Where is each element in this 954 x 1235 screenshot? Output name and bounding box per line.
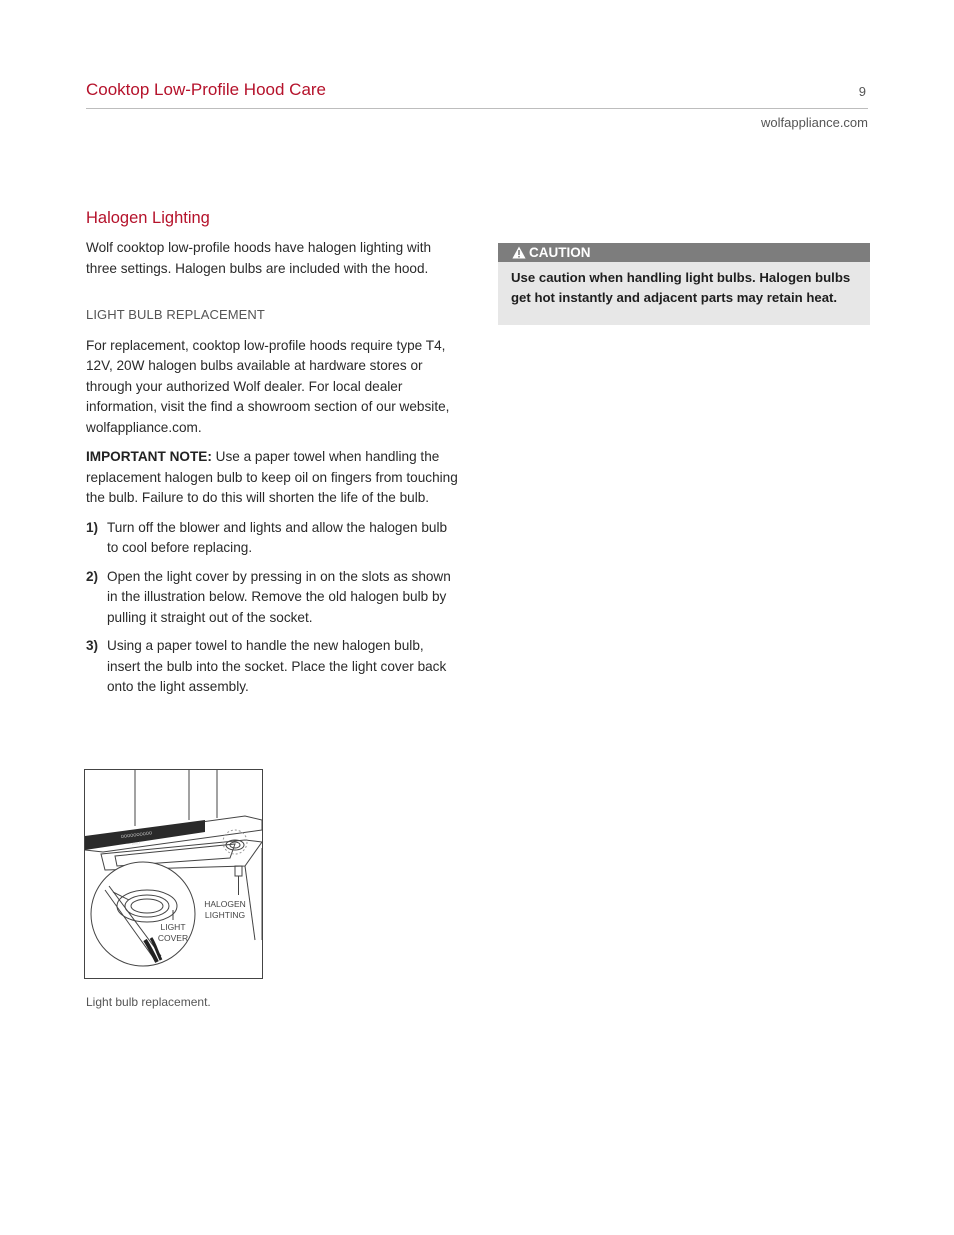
caution-label: CAUTION <box>529 245 591 260</box>
panel-buttons-text: OOOOOOOOOO <box>120 830 153 839</box>
light-cover-label-line1: LIGHT <box>160 922 186 932</box>
panel-brand-text: WOLF <box>131 840 141 846</box>
note-text: Use a paper towel when handling the replacement halogen bulb to keep oil on fingers from touching the bulb. Failure to do this will shorten the life of the bulb. <box>86 449 458 505</box>
steps-list <box>86 518 460 698</box>
light-cover-label-line2: COVER <box>157 933 189 943</box>
caution-box <box>498 243 870 325</box>
note-label: IMPORTANT NOTE: <box>86 449 212 464</box>
caution-header <box>498 243 870 262</box>
replacement-paragraph: For replacement, cooktop low-profile hoods require type T4, 12V, 20W halogen bulbs available at hardware stores or through your authorized Wolf dealer. For local dealer information, visit the find a showroom section of our website, wolfappliance.com. <box>86 337 450 435</box>
figure-caption: Light bulb replacement. <box>86 995 211 1009</box>
section-heading: Halogen Lighting <box>86 209 210 227</box>
subheading: LIGHT BULB REPLACEMENT <box>86 307 265 322</box>
hood-drawing <box>85 770 262 978</box>
step-text: Using a paper towel to handle the new halogen bulb, insert the bulb into the socket. Place the light cover back onto the light assembly. <box>107 638 447 694</box>
list-item <box>86 518 460 559</box>
step-text: Open the light cover by pressing in on the slots as shown in the illustration below. Remove the old halogen bulb by pulling it straight out of the socket. <box>107 568 451 625</box>
intro-paragraph: Wolf cooktop low-profile hoods have halogen lighting with three settings. Halogen bulbs are included with the hood. <box>86 240 432 276</box>
page-header-title: Cooktop Low-Profile Hood Care <box>86 80 327 99</box>
step-text: Turn off the blower and lights and allow the halogen bulb to cool before replacing. <box>107 519 448 555</box>
list-item <box>86 636 460 698</box>
magnified-detail <box>91 862 195 966</box>
page-number: 9 <box>858 84 866 99</box>
main-column <box>86 207 460 706</box>
halogen-lighting-label-line2: LIGHTING <box>204 910 246 920</box>
header-divider <box>86 108 868 109</box>
warning-triangle-icon <box>512 246 526 259</box>
step-number: 1) <box>86 519 99 535</box>
caution-text: Use caution when handling light bulbs. Halogen bulbs get hot instantly and adjacent parts may retain heat. <box>511 270 851 305</box>
website-url: wolfappliance.com <box>761 115 868 130</box>
light-bulb-illustration <box>84 769 263 979</box>
important-note <box>86 447 460 509</box>
halogen-lighting-label-line1: HALOGEN <box>204 899 246 909</box>
list-item <box>86 567 460 629</box>
step-number: 3) <box>86 638 99 653</box>
step-number: 2) <box>86 568 99 584</box>
